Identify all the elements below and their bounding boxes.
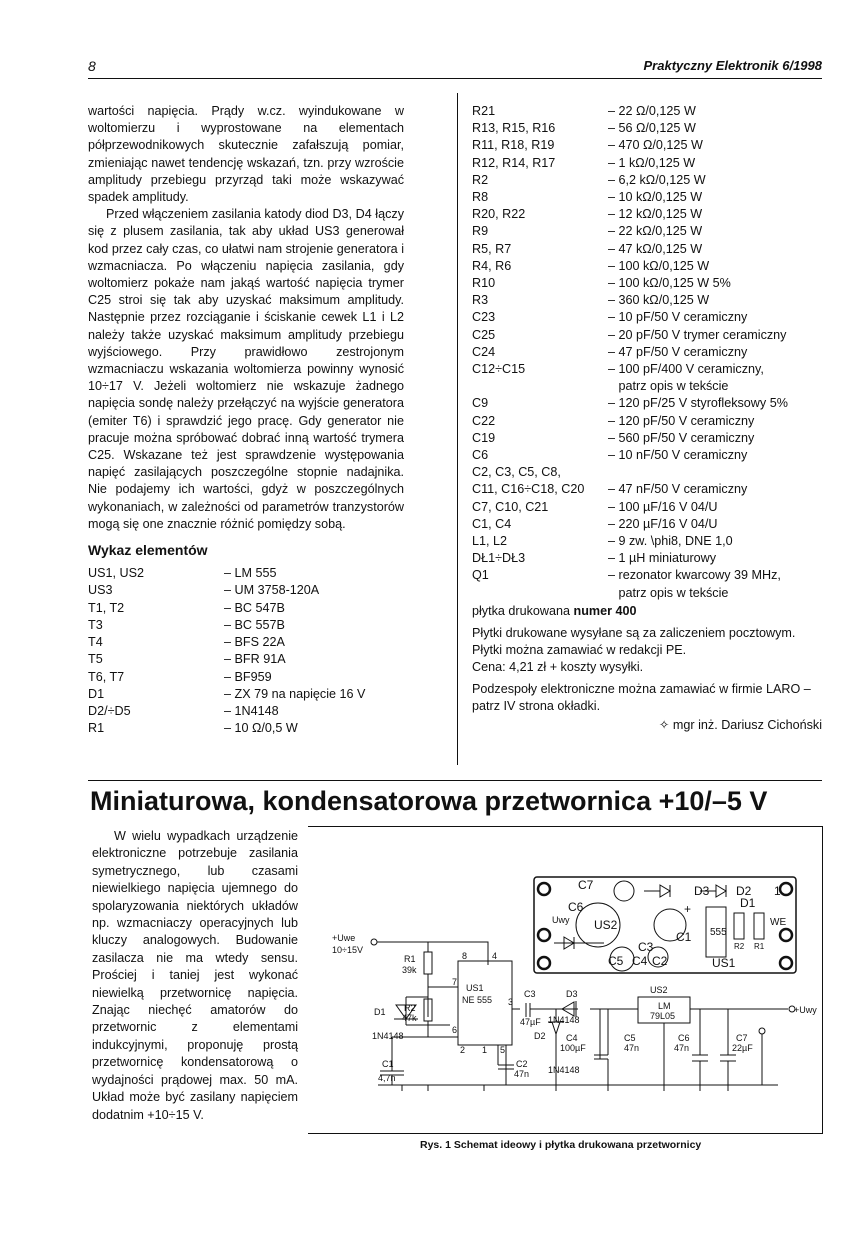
pcb-label: D1 (740, 896, 756, 910)
part-ref: T6, T7 (88, 669, 125, 684)
label-uwe: +Uwe (332, 933, 356, 943)
figure-caption: Rys. 1 Schemat ideowy i płytka drukowana przetwornicy (420, 1139, 702, 1151)
parts-row (88, 720, 365, 737)
pcb-label: US2 (594, 918, 618, 932)
part-ref: R21 (472, 104, 496, 118)
parts-table-left (88, 565, 365, 737)
part-ref: R12, R14, R17 (472, 155, 556, 170)
part-value: – BC 547B (224, 600, 285, 615)
pcb-label: R1 (754, 942, 765, 951)
label-c3-val: 47µF (520, 1017, 541, 1027)
pcb-pad (780, 929, 792, 941)
parts-row (472, 481, 788, 498)
pcb-layout (534, 877, 796, 973)
part-value: – 100 kΩ/0,125 W 5% (608, 276, 731, 291)
parts-row (472, 172, 788, 189)
input-terminal (371, 939, 377, 945)
part-ref: DŁ1÷DŁ3 (472, 551, 526, 566)
label-pin: 2 (460, 1045, 466, 1055)
part-ref: C6 (472, 448, 489, 463)
part-value: – 1N4148 (224, 703, 279, 718)
pcb-number: numer 400 (573, 603, 637, 618)
parts-row (472, 533, 788, 550)
part-ref: R4, R6 (472, 258, 512, 273)
pcb-pad (538, 929, 550, 941)
label-c2-val: 47n (514, 1069, 530, 1079)
pcb-label: Uwy (552, 915, 570, 925)
part-value: – 47 nF/50 V ceramiczny (608, 482, 748, 497)
part-value: – BFS 22A (224, 635, 285, 650)
label-uwe-range: 10÷15V (332, 945, 363, 955)
parts-row (472, 413, 788, 430)
parts-row (472, 585, 788, 602)
part-value: patrz opis w tekście (608, 379, 729, 394)
part-ref: C24 (472, 344, 496, 359)
part-ref: L1, L2 (472, 534, 508, 549)
part-ref: R10 (472, 276, 496, 291)
article-intro (92, 828, 298, 1124)
label-c7: C7 (736, 1033, 748, 1043)
label-r1-val: 39k (402, 965, 417, 975)
parts-row (472, 241, 788, 258)
magazine-title: Praktyczny Elektronik 6/1998 (643, 58, 822, 73)
parts-row (472, 327, 788, 344)
label-r2: R2 (404, 1003, 416, 1013)
part-value: – 56 Ω/0,125 W (608, 121, 696, 136)
parts-row (472, 292, 788, 309)
label-c6-val: 47n (674, 1043, 690, 1053)
part-value: – 10 nF/50 V ceramiczny (608, 448, 748, 463)
pcb-label: C7 (578, 878, 594, 892)
part-value: – 6,2 kΩ/0,125 W (608, 172, 706, 187)
part-value: – 120 pF/50 V ceramiczny (608, 413, 755, 428)
article-title: Miniaturowa, kondensatorowa przetwornica +10/–5 V (90, 786, 768, 816)
part-value: – 1 kΩ/0,125 W (608, 155, 696, 170)
label-pin: 4 (492, 951, 498, 961)
pcb-diode (644, 885, 670, 897)
laro-info: Podzespoły elektroniczne można zamawiać w firmie LARO – patrz IV strona okładki. (472, 682, 811, 713)
pcb-resistor (734, 913, 744, 939)
parts-row (472, 258, 788, 275)
parts-row (88, 669, 365, 686)
label-pin: 6 (452, 1025, 458, 1035)
parts-row (472, 550, 788, 567)
part-value: – 10 kΩ/0,125 W (608, 190, 703, 205)
pcb-label: 1 (774, 884, 781, 898)
pcb-label: C1 (676, 930, 692, 944)
part-value: – 22 Ω/0,125 W (608, 104, 696, 118)
pcb-label: C4 (632, 954, 648, 968)
part-ref: R20, R22 (472, 207, 526, 222)
part-ref: R8 (472, 190, 489, 205)
figure-box (308, 826, 823, 1134)
part-value: – 47 kΩ/0,125 W (608, 241, 703, 256)
parts-row (472, 137, 788, 154)
parts-row (88, 617, 365, 634)
pcb-label: C6 (568, 900, 584, 914)
part-ref: C22 (472, 413, 496, 428)
part-value: – ZX 79 na napięcie 16 V (224, 686, 366, 701)
part-value: – 220 µF/16 V 04/U (608, 516, 718, 531)
part-ref: C25 (472, 327, 496, 342)
part-value (608, 464, 788, 481)
label-pin: 8 (462, 951, 468, 961)
parts-row (472, 155, 788, 172)
pcb-label: D2 (736, 884, 752, 898)
part-value: – 100 kΩ/0,125 W (608, 258, 710, 273)
part-value: – 470 Ω/0,125 W (608, 138, 703, 153)
part-ref: T5 (88, 652, 103, 667)
part-value: – LM 555 (224, 566, 277, 581)
label-us2-type1: LM (658, 1001, 671, 1011)
part-value: – 100 pF/400 V ceramiczny, (608, 362, 764, 377)
order-info: Płytki drukowane wysyłane są za zaliczeniem pocztowym. Płytki można zamawiać w redakcji PE. (472, 626, 796, 658)
part-ref: C19 (472, 430, 496, 445)
intro-paragraph: W wielu wypadkach urządzenie elektroniczne potrzebuje zasilania symetrycznego, lub czasami niewielkiego napięcia ujemnego do spolaryzowania niektórych układów np. wzmacniaczy operacyjnych lub kluczy analogowych. Budowanie zasilacza nie ma wtedy sensu. Prościej i taniej jest wykonać niewielką przetwornicę napięcia. Znając niechęć amatorów do przetwornic z elementami indukcyjnymi, proponuję prostą przetwornicę kondensatorową o wydajności prądowej max. 50 mA. Układ może być zasilany napięciem dodatnim +10÷15 V. (92, 829, 298, 1122)
pcb-label: + (684, 902, 692, 916)
part-ref: C23 (472, 310, 496, 325)
part-value: – UM 3758-120A (224, 583, 320, 598)
pcb-label: WE (770, 917, 787, 928)
label-us1-type: NE 555 (462, 995, 493, 1005)
label-c5: C5 (624, 1033, 636, 1043)
part-value: – 22 kΩ/0,125 W (608, 224, 703, 239)
pcb-label: D3 (694, 884, 710, 898)
parts-row (472, 378, 788, 395)
part-value: – 47 pF/50 V ceramiczny (608, 344, 748, 359)
pcb-pad (780, 883, 792, 895)
pcb-label: C5 (608, 954, 624, 968)
parts-row (88, 582, 365, 599)
part-value: patrz opis w tekście (608, 585, 729, 600)
parts-row (88, 686, 365, 703)
parts-row (88, 565, 365, 582)
part-ref: C11, C16÷C18, C20 (472, 482, 585, 497)
pcb-label: C3 (638, 940, 654, 954)
part-value: – 560 pF/50 V ceramiczny (608, 430, 755, 445)
page-header (88, 58, 822, 79)
part-ref: T1, T2 (88, 600, 125, 615)
part-ref: C9 (472, 396, 489, 411)
part-ref: T4 (88, 635, 103, 650)
column-divider (457, 93, 458, 765)
pcb-label: C2 (652, 954, 668, 968)
schematic-figure (308, 827, 822, 1133)
part-ref: C12÷C15 (472, 362, 526, 377)
part-ref: R2 (472, 172, 489, 187)
label-c5-val: 47n (624, 1043, 640, 1053)
part-value: – BF959 (224, 669, 272, 684)
parts-table-right (472, 103, 788, 602)
pcb-resistor (754, 913, 764, 939)
label-c7-val: 22µF (732, 1043, 753, 1053)
page-number: 8 (88, 58, 96, 74)
label-c4: C4 (566, 1033, 578, 1043)
label-d2-type: 1N4148 (548, 1065, 580, 1075)
parts-row (472, 309, 788, 326)
part-value: – 20 pF/50 V trymer ceramiczny (608, 327, 787, 342)
part-ref: R13, R15, R16 (472, 121, 556, 136)
pcb-pad (780, 957, 792, 969)
parts-row (472, 103, 788, 120)
resistor-r1 (424, 952, 432, 974)
label-us2: US2 (650, 985, 668, 995)
part-value: – 100 µF/16 V 04/U (608, 499, 718, 514)
parts-row (472, 430, 788, 447)
price: Cena: 4,21 zł + koszty wysyłki. (472, 659, 644, 674)
part-value: – 10 Ω/0,5 W (224, 721, 298, 736)
pcb-prefix: płytka drukowana (472, 603, 574, 618)
label-pin: 5 (500, 1045, 506, 1055)
part-value: – rezonator kwarcowy 39 MHz, (608, 568, 781, 583)
part-value: – BFR 91A (224, 652, 286, 667)
label-d3-type: 1N4148 (548, 1015, 580, 1025)
part-value: – 120 pF/25 V styrofleksowy 5% (608, 396, 788, 411)
part-ref: R1 (88, 721, 105, 736)
pcb-component (614, 881, 634, 901)
label-d3: D3 (566, 989, 578, 999)
label-uwy: +Uwy (794, 1005, 817, 1015)
pcb-number-line (472, 603, 822, 620)
pcb-label: R2 (734, 942, 745, 951)
label-c1: C1 (382, 1059, 394, 1069)
part-ref: US3 (88, 583, 113, 598)
parts-row (472, 499, 788, 516)
right-column (472, 103, 822, 734)
part-ref (472, 378, 608, 395)
label-r1: R1 (404, 954, 416, 964)
parts-row (472, 516, 788, 533)
pcb-pad (538, 883, 550, 895)
part-value: – 1 µH miniaturowy (608, 551, 717, 566)
part-ref: R3 (472, 293, 489, 308)
parts-row (472, 464, 788, 481)
parts-row (472, 447, 788, 464)
label-pin: 7 (452, 977, 458, 987)
parts-row (88, 651, 365, 668)
label-pin: 1 (482, 1045, 488, 1055)
part-ref (472, 585, 608, 602)
parts-row (88, 634, 365, 651)
label-c3: C3 (524, 989, 536, 999)
part-ref: R11, R18, R19 (472, 138, 555, 153)
label-c4-val: 100µF (560, 1043, 586, 1053)
parts-row (88, 600, 365, 617)
part-ref: US1, US2 (88, 566, 144, 581)
part-ref: Q1 (472, 568, 489, 583)
label-c1-val: 4,7n (378, 1073, 396, 1083)
label-pin: 3 (508, 997, 514, 1007)
label-d1: D1 (374, 1007, 386, 1017)
pcb-label: US1 (712, 956, 736, 970)
label-d1-type: 1N4148 (372, 1031, 404, 1041)
paragraph: Przed włączeniem zasilania katody diod D3, D4 łączy się z plusem zasilania, tak aby układ US3 generował kod przez cały czas, co ułatwi nam strojenie generatora i wzmacniacza. Po włączeniu napięcia zasilania, gdy woltomierz pokaże nam jakąś wartość napięcia trymer C25 stroi się tak aby uzyskać maksimum amplitudy. Następnie przez rozciąganie i ściskanie cewek L1 i L2 należy także uzyskać maksimum amplitudy przebiegu wyjściowego. Przy prawidłowo zestrojonym wzmacniaczu wskazania woltomierza powinny wynosić 10÷17 V. Jeżeli woltomierz nie wskazuje żadnego napięcia sondę należy przełączyć na wyjście generatora (emiter T6) i sprawdzić jego pracę. Gdy generator nie pracuje można spróbować dobrać inną wartość trymera C25. Wskazane też jest sprawdzenie występowania napięć zasilających poszczególne stopnie nadajnika. Nie podajemy ich wartości, gdyż w poszczególnych wykonaniach, w zależności od parametrów tranzystorów mogą się one znacznie różnić pomiędzy sobą. (88, 207, 404, 531)
part-value: – 360 kΩ/0,125 W (608, 293, 710, 308)
part-ref: D1 (88, 686, 105, 701)
parts-row (472, 344, 788, 361)
parts-row (472, 206, 788, 223)
part-ref: D2/÷D5 (88, 703, 131, 718)
parts-list-heading: Wykaz elementów (88, 542, 208, 559)
part-value: – 12 kΩ/0,125 W (608, 207, 703, 222)
output-terminal (759, 1028, 765, 1034)
label-c6: C6 (678, 1033, 690, 1043)
label-us2-type2: 79L05 (650, 1011, 676, 1021)
paragraph: wartości napięcia. Prądy w.cz. wyindukowane w woltomierzu i wyprostowane na elementach półprzewodnikowych skutecznie zafałszują pomiar, zmieniając nawet tendencję wskazań, tzn. przy wzroście amplitudy przebiegu przyrząd taki może wskazywać spadek amplitudy. (88, 104, 404, 205)
parts-row (472, 275, 788, 292)
parts-row (472, 395, 788, 412)
parts-row (472, 189, 788, 206)
parts-row (472, 361, 788, 378)
left-column (88, 103, 404, 737)
part-ref: R9 (472, 224, 489, 239)
pcb-pad (538, 957, 550, 969)
author: ✧ mgr inż. Dariusz Cichoński (658, 718, 822, 733)
parts-row (472, 223, 788, 240)
parts-row (88, 703, 365, 720)
parts-row (472, 567, 788, 584)
pcb-label: 555 (710, 927, 727, 938)
label-d2: D2 (534, 1031, 546, 1041)
label-us1: US1 (466, 983, 484, 993)
parts-row (472, 120, 788, 137)
part-ref: T3 (88, 617, 103, 632)
part-ref: C7, C10, C21 (472, 499, 549, 514)
part-ref: R5, R7 (472, 241, 512, 256)
part-value: – 9 zw. \phi8, DNE 1,0 (608, 534, 733, 549)
part-ref: C1, C4 (472, 516, 512, 531)
part-value: – 10 pF/50 V ceramiczny (608, 310, 748, 325)
part-value: – BC 557B (224, 617, 285, 632)
section-divider (88, 780, 822, 781)
label-r2-val: 47k (402, 1013, 417, 1023)
part-ref: C2, C3, C5, C8, (472, 465, 561, 480)
label-c2: C2 (516, 1059, 528, 1069)
